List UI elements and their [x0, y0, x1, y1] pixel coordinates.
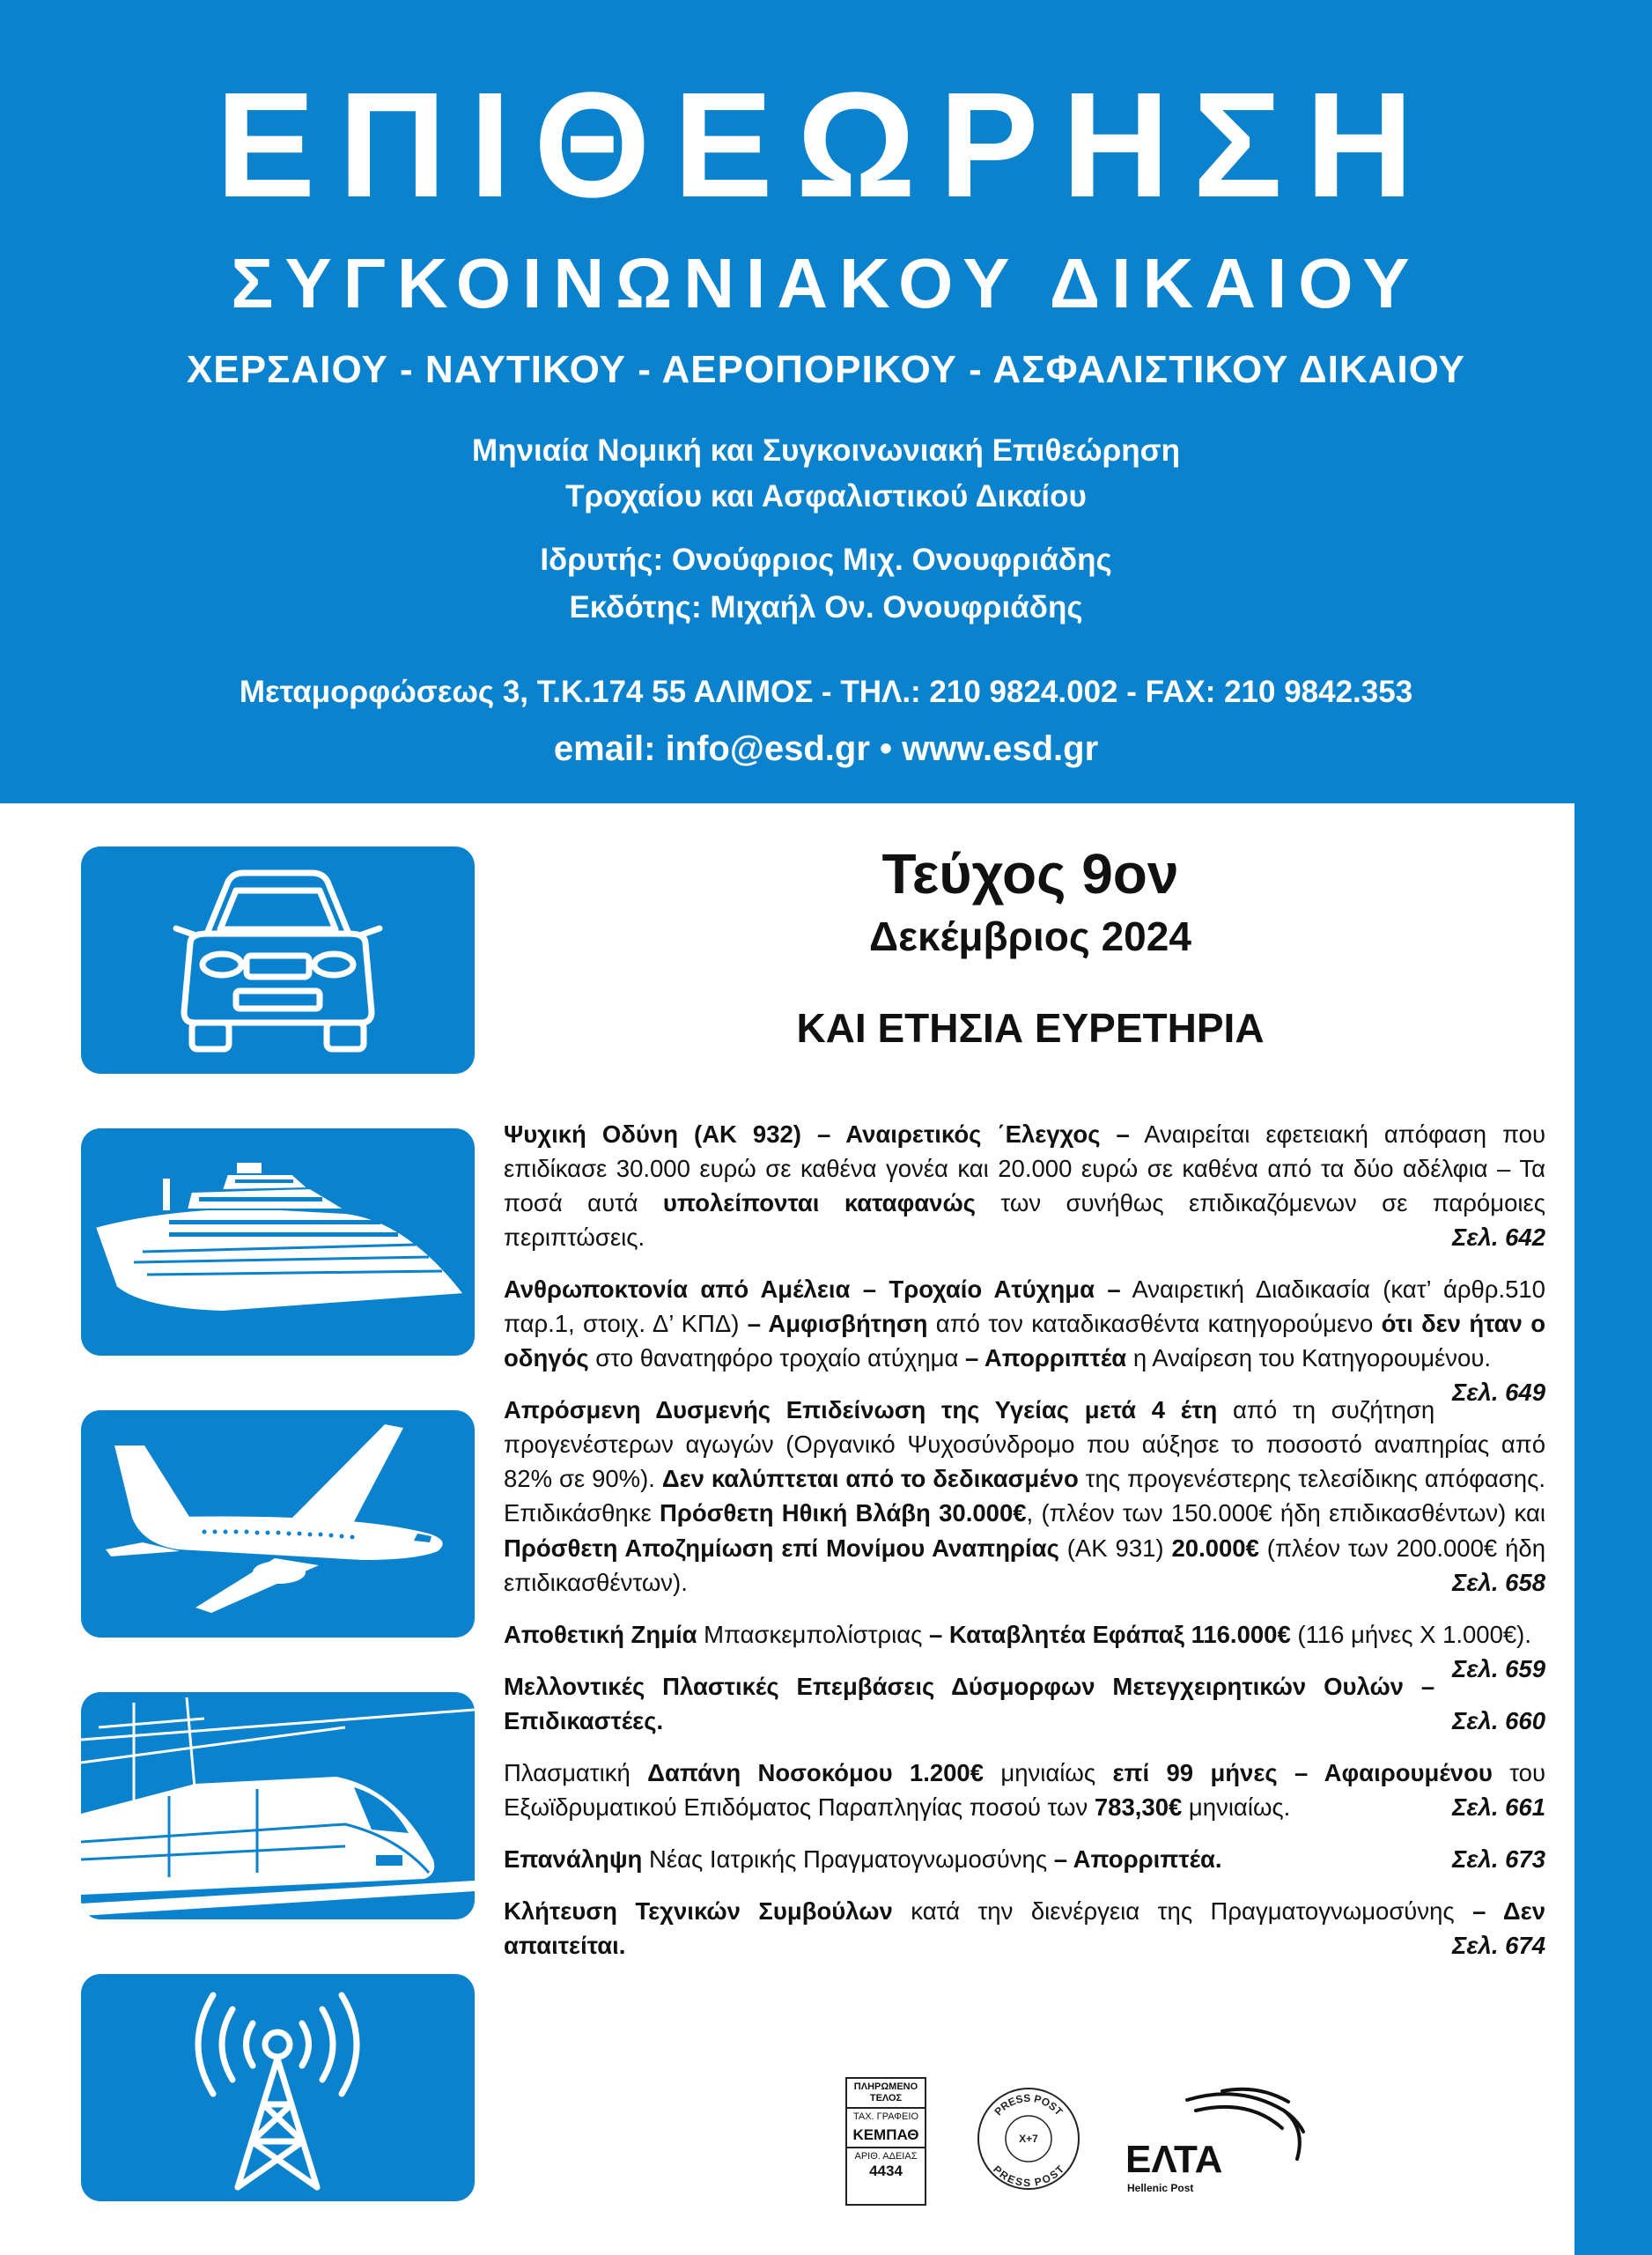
article-text: μηνιαίως. — [1182, 1793, 1291, 1821]
issue-date: Δεκέμβριος 2024 — [869, 913, 1191, 959]
article-bold-text: – Καταβλητέα Εφάπαξ 116.000€ — [928, 1620, 1291, 1648]
elta-sub-text: Hellenic Post — [1127, 2182, 1194, 2194]
article-entry — [504, 1617, 1545, 1682]
article-text: μηνιαίως — [984, 1758, 1113, 1786]
stamp-paid-label: ΠΛΗΡΩΜΕΝΟ ΤΕΛΟΣ — [847, 2079, 925, 2109]
issue-subtitle: ΚΑΙ ΕΤΗΣΙΑ ΕΥΡΕΤΗΡΙΑ — [796, 1005, 1265, 1051]
publisher: Εκδότης: Μιχαήλ Ον. Ονουφριάδης — [569, 590, 1083, 625]
stamp-permit-label: ΑΡΙΘ. ΑΔΕΙΑΣ — [854, 2150, 918, 2162]
article-bold-text: – Απορριπτέα. — [1053, 1845, 1222, 1873]
article-entry — [504, 1272, 1545, 1407]
address: Μεταμορφώσεως 3, Τ.Κ.174 55 ΑΛΙΜΟΣ - ΤΗΛ.: 210 9824.002 - FAX: 210 9842.353 — [239, 675, 1413, 709]
article-text: (πλέον των 200.000€ ήδη επιδικασθέντων). — [504, 1534, 1545, 1596]
article-text: στο θανατηφόρο τροχαίο ατύχημα — [588, 1344, 966, 1372]
car-icon — [81, 847, 475, 1074]
masthead — [0, 0, 1652, 803]
article-entry — [504, 1669, 1545, 1738]
description-line-2: Τροχαίου και Ασφαλιστικού Δικαίου — [565, 479, 1087, 514]
article-bold-text: Δαπάνη Νοσοκόμου 1.200€ — [647, 1758, 985, 1786]
svg-text:PRESS POST — [991, 2163, 1067, 2189]
article-page-ref: Σελ. 674 — [1452, 1931, 1545, 1959]
postage-paid-stamp — [845, 2077, 926, 2206]
article-bold-text: 20.000€ — [1171, 1534, 1259, 1562]
stamp-office-label: ΤΑΧ. ΓΡΑΦΕΙΟ — [852, 2111, 918, 2123]
article-page-ref: Σελ. 642 — [1452, 1224, 1545, 1252]
article-text: (ΑΚ 931) — [1058, 1534, 1172, 1562]
article-text: του Εξωϊδρυματικού Επιδόματος Παραπληγίας ποσού των — [504, 1758, 1546, 1821]
article-bold-text: – Απορριπτέα — [965, 1344, 1127, 1372]
press-post-stamp — [976, 2086, 1081, 2192]
founder: Ιδρυτής: Ονούφριος Μιχ. Ονουφριάδης — [540, 543, 1112, 577]
article-page-ref: Σελ. 658 — [1452, 1568, 1545, 1596]
article-entry — [504, 1894, 1545, 1963]
postal-footer — [845, 2075, 1339, 2216]
article-page-ref: Σελ. 660 — [1452, 1706, 1545, 1734]
airplane-icon — [81, 1410, 475, 1638]
article-text: (116 μήνες Χ 1.000€). — [1290, 1620, 1531, 1648]
article-bold-text: Απρόσμενη Δυσμενής Επιδείνωση της Υγείας μετά 4 έτη — [504, 1396, 1218, 1424]
elta-logo — [1108, 2075, 1337, 2207]
article-entry — [504, 1756, 1545, 1824]
article-bold-text: ότι δεν ήταν ο οδηγός — [504, 1310, 1545, 1372]
antenna-icon — [81, 1974, 475, 2201]
journal-title: ΕΠΙΘΕΩΡΗΣΗ — [215, 62, 1437, 229]
journal-subtitle: ΣΥΓΚΟΙΝΩΝΙΑΚΟΥ ΔΙΚΑΙΟΥ — [231, 244, 1421, 322]
article-bold-text: Δεν καλύπτεται από το δεδικασμένο — [661, 1465, 1079, 1493]
ship-icon — [81, 1128, 475, 1356]
article-text: Νέας Ιατρικής Πραγματογνωμοσύνης — [642, 1845, 1054, 1873]
description-line-1: Μηνιαία Νομική και Συγκοινωνιακή Επιθεώρηση — [472, 433, 1180, 468]
article-bold-text: Ανθρωποκτονία από Αμέλεια – Τροχαίο Ατύχημα – — [504, 1275, 1121, 1304]
article-bold-text: Πρόσθετη Αποζημίωση επί Μονίμου Αναπηρίας — [504, 1534, 1059, 1562]
article-bold-text: Επανάληψη — [504, 1845, 643, 1873]
article-page-ref: Σελ. 673 — [1452, 1845, 1545, 1873]
article-text: Αναιρείται εφετειακή απόφαση που επιδίκασε 30.000 ευρώ σε καθένα γονέα και 20.000 ευρώ σε καθένα από τα δύο αδέλφια – Τα ποσά αυτά — [504, 1120, 1545, 1217]
press-post-center: Χ+7 — [1019, 2133, 1038, 2145]
article-entry — [504, 1393, 1545, 1599]
article-bold-text: – Αμφισβήτηση — [747, 1310, 928, 1338]
issue-number: Τεύχος 9ον — [881, 842, 1179, 906]
article-text: των συνήθως επιδικαζόμενων σε παρόμοιες περιπτώσεις. — [504, 1189, 1545, 1252]
stamp-permit-number: 4434 — [869, 2163, 903, 2180]
article-bold-text: Αποθετική Ζημία — [504, 1620, 697, 1648]
article-text: της προγενέστερης τελεσίδικης απόφασης. Επιδικάσθηκε — [504, 1465, 1545, 1527]
contact-info: email: info@esd.gr • www.esd.gr — [553, 729, 1099, 768]
article-page-ref: Σελ. 659 — [1452, 1654, 1545, 1682]
article-text: Αναιρετική Διαδικασία (κατ’ άρθρ.510 παρ.1, στοιχ. Δ’ ΚΠΔ) — [504, 1275, 1545, 1338]
article-text: Μπασκεμπολίστριας — [697, 1620, 929, 1648]
article-text: Πλασματική — [504, 1758, 648, 1786]
article-bold-text: επί 99 μήνες – Αφαιρουμένου — [1112, 1758, 1493, 1786]
article-entry — [504, 1842, 1545, 1876]
right-sidebar-band — [1575, 803, 1652, 2255]
article-page-ref: Σελ. 649 — [1452, 1379, 1545, 1407]
article-entry — [504, 1117, 1545, 1254]
article-text: από τη συζήτηση προγενέστερων αγωγών (Οργανικό Ψυχοσύνδρομο που αύξησε το ποσοστό αναπηρίας από 82% σε 90%). — [504, 1396, 1545, 1493]
article-bold-text: Ψυχική Οδύνη (ΑΚ 932) – Αναιρετικός ΄Ελεγχος – — [504, 1120, 1130, 1148]
law-areas: ΧΕΡΣΑΙΟΥ - ΝΑΥΤΙΚΟΥ - ΑΕΡΟΠΟΡΙΚΟΥ - ΑΣΦΑΛΙΣΤΙΚΟΥ ΔΙΚΑΙΟΥ — [187, 348, 1465, 391]
article-page-ref: Σελ. 661 — [1452, 1793, 1545, 1821]
press-post-top: PRESS POST — [992, 2091, 1066, 2118]
issue-heading — [634, 842, 1427, 1051]
article-text: από τον καταδικασθέντα κατηγορούμενο — [927, 1310, 1382, 1338]
stamp-office: ΚΕΜΠΑΘ — [847, 2124, 925, 2148]
press-post-bottom: PRESS POST — [990, 2163, 1067, 2190]
article-text: , (πλέον των 150.000€ ήδη επιδικασθέντων) και — [1026, 1499, 1545, 1527]
article-text: η Αναίρεση του Κατηγορουμένου. — [1126, 1344, 1492, 1372]
article-bold-text: Κλήτευση Τεχνικών Συμβούλων — [504, 1896, 893, 1925]
article-bold-text: 783,30€ — [1094, 1793, 1183, 1821]
article-bold-text: Μελλοντικές Πλαστικές Επεμβάσεις Δύσμορφων Μετεγχειρητικών Ουλών – Επιδικαστέες. — [504, 1672, 1435, 1734]
train-icon — [81, 1692, 475, 1919]
article-bold-text: Πρόσθετη Ηθική Βλάβη 30.000€ — [660, 1499, 1027, 1527]
article-bold-text: – Δεν απαιτείται. — [504, 1896, 1545, 1959]
table-of-contents — [504, 1117, 1545, 1980]
article-bold-text: υπολείπονται καταφανώς — [662, 1189, 976, 1217]
elta-logo-text: ΕΛΤΑ — [1125, 2138, 1223, 2181]
article-text: κατά την διενέργεια της Πραγματογνωμοσύνης — [892, 1896, 1473, 1925]
